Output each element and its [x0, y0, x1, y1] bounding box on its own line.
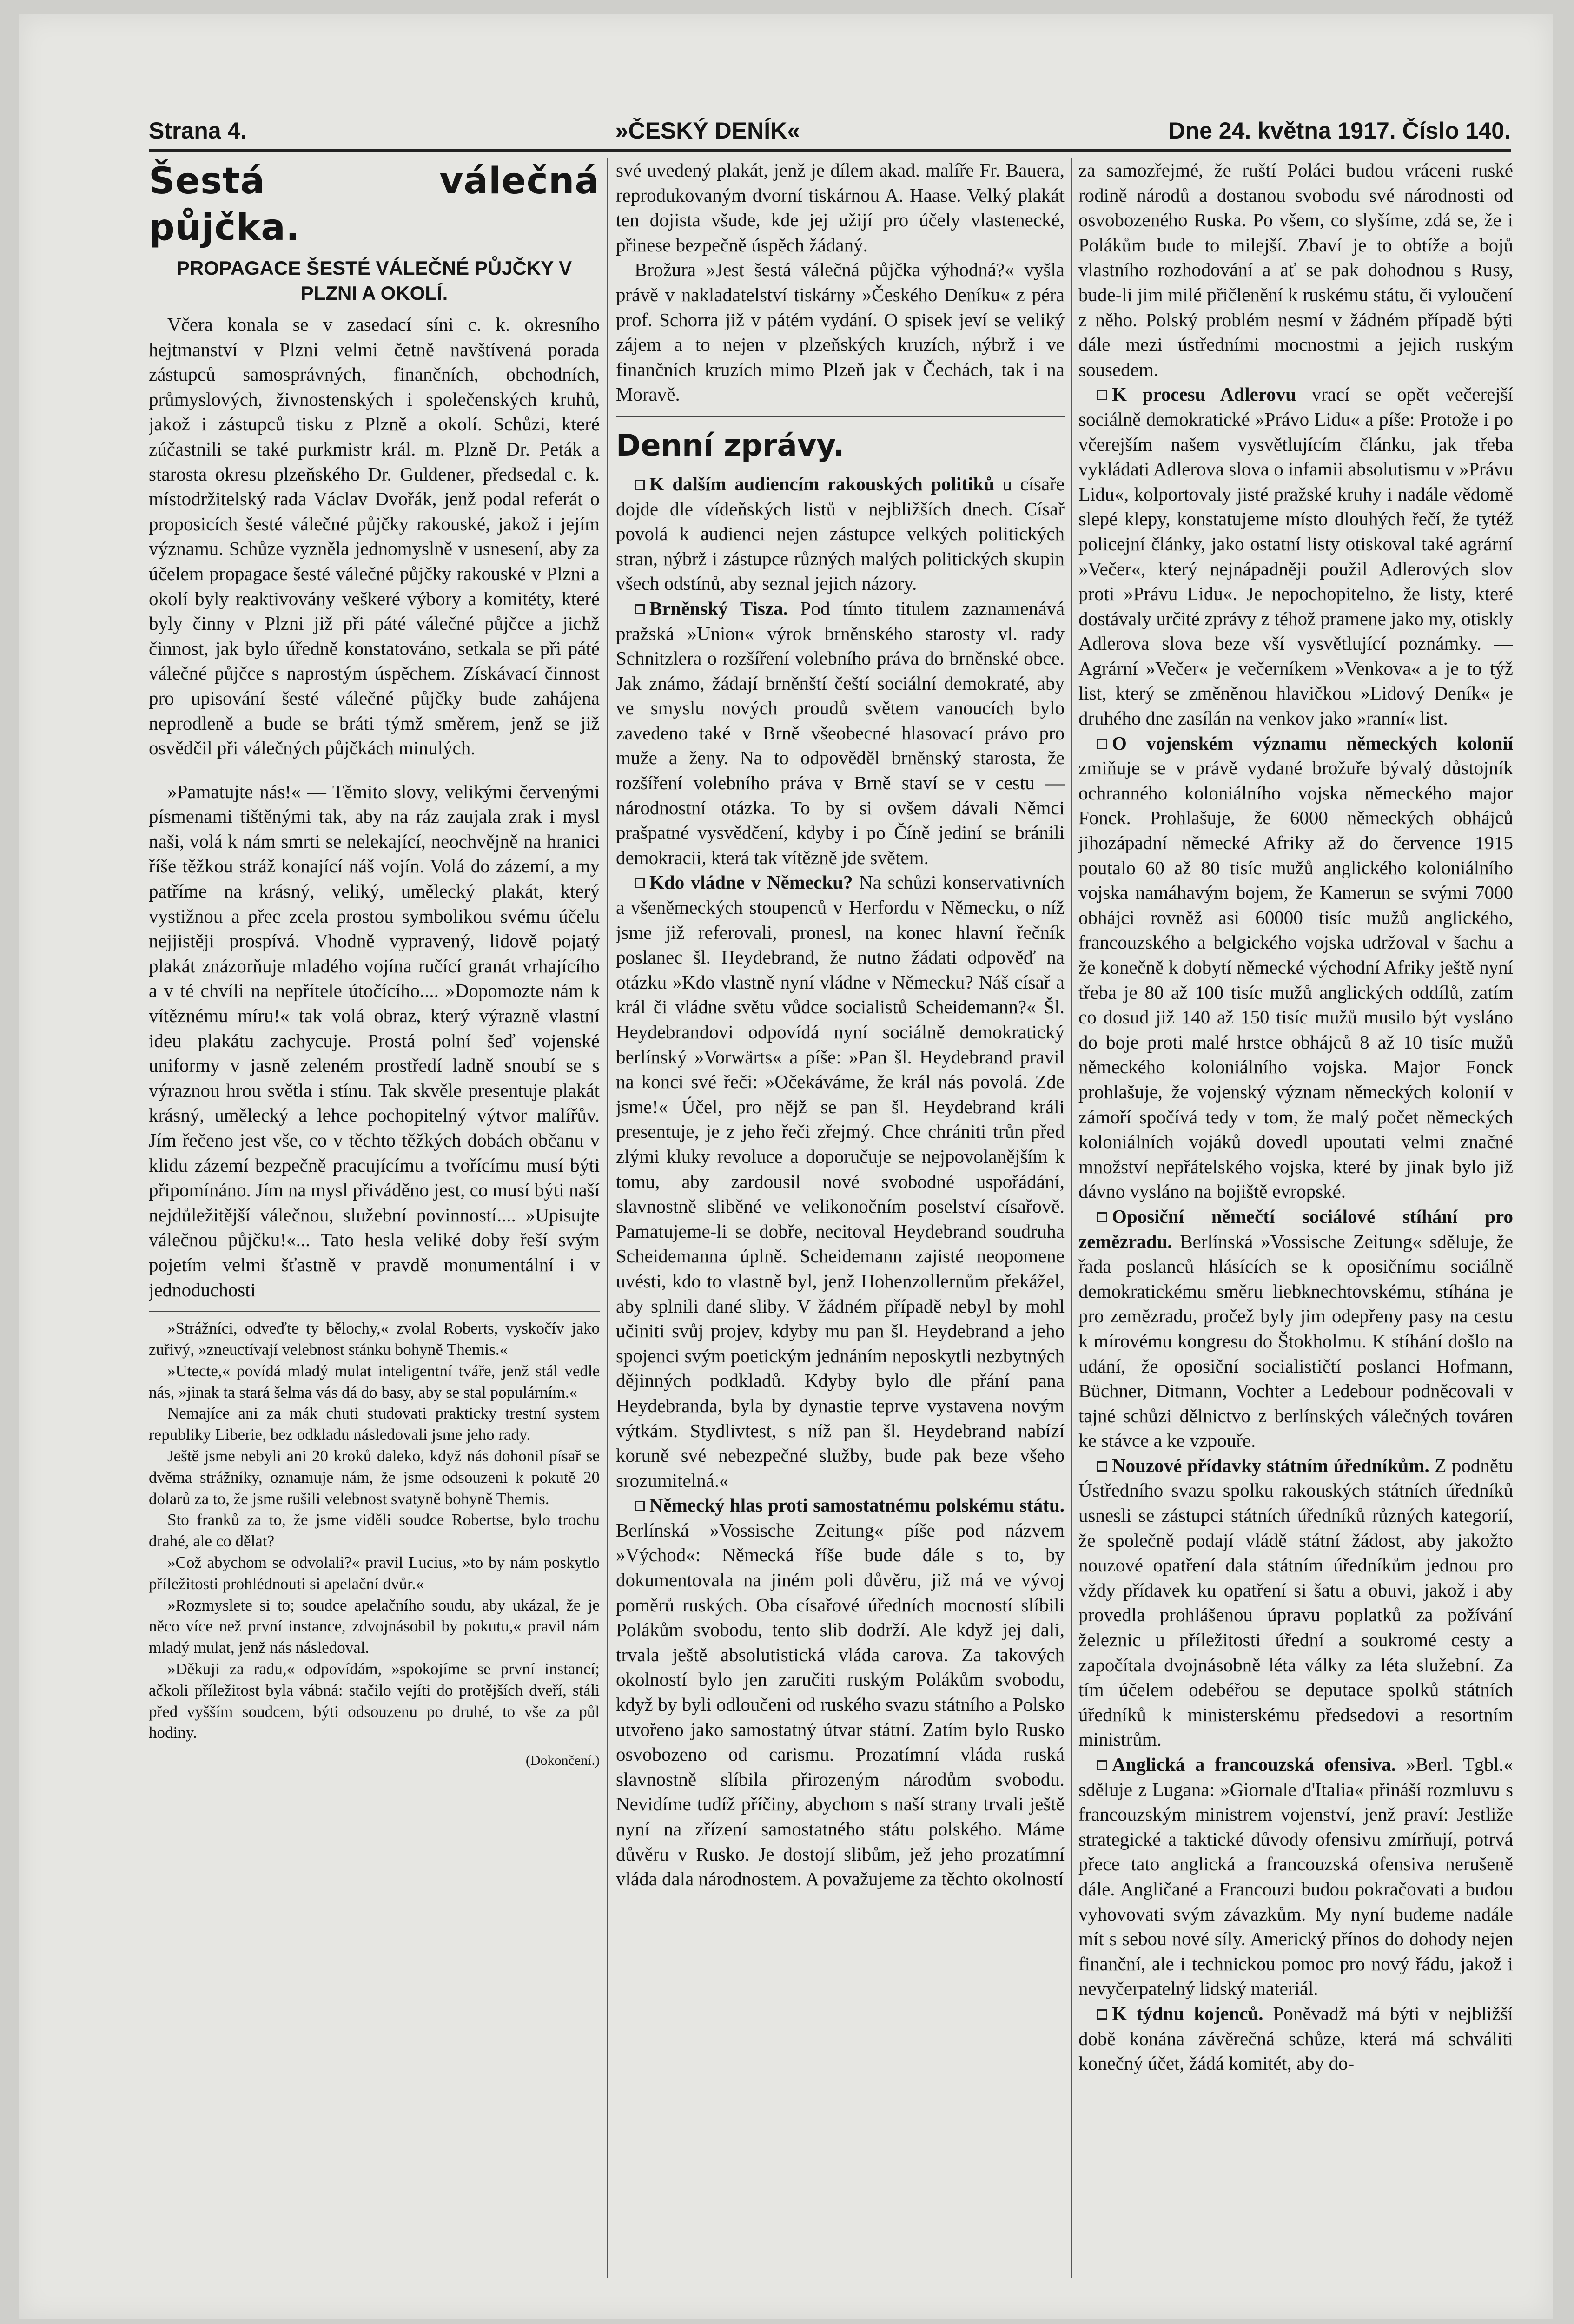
square-bullet-icon	[1097, 1461, 1107, 1472]
news-item	[1078, 382, 1513, 731]
news-lead: K týdnu kojenců.	[1112, 2002, 1263, 2024]
news-item	[1078, 1453, 1513, 1752]
news-text: Pod tímto titulem zaznamenává pražská »Union« výrok brněnského starosty vl. rady Schnitzlera o rozšíření volebního práva do brněnské obce. Jak známo, žádají brněnští čeští sociální demokraté, aby ve smyslu nových proudů světem vanoucích bylo zavedeno také v Brně všeobecné hlasovací právo pro muže a ženy. Na to odpověděl brněnský starosta, že rozšíření volebního práva v Brně staví se v cestu — národnostní otázka. To by si ovšem dávali Němci prašpatné vysvědčení, kdyby i po Číně jediní se bránili demokracii, která tak vítězně jde světem.	[616, 597, 1065, 868]
news-text: Berlínská »Vossische Zeitung« píše pod názvem »Východ«: Německá říše bude dále s to, by dokumentovala na jiném poli důvěru, již má ve vývoj poměrů ruských. Oba císařové úředních mocností slíbili Polákům svobodu, tento slib dodrží. Ale když jej dali, trvala ještě absolutistická vláda carova. Za takových okolností bylo jen zaručiti ruským Polákům svobodu, když by byli odloučeni od ruského svazu státního a Polsko utvořeno jako samostatný útvar státní. Zatím bylo Rusko osvobozeno od carismu. Prozatímní vláda ruská slavnostně slíbila přirozeným národům svobodu. Nevidíme tudíž příčiny, abychom s naší strany trvali ještě nyní na zřízení samostatného státu polského. Máme důvěru v Rusko. Je dostojí slibům, jež jeho prozatímní vláda dala národnostem. A považujeme za těchto okolností	[616, 1519, 1065, 1890]
column-3	[1078, 158, 1513, 2278]
square-bullet-icon	[1097, 1760, 1107, 1770]
story-paragraph: Ještě jsme nebyli ani 20 kroků daleko, když nás dohonil písař se dvěma strážníky, oznamuje nám, že jsme odsouzeni k pokutě 20 dolarů za to, že jsme rušili velebnost svatyně bohyně Themis.	[149, 1446, 600, 1508]
column-divider	[607, 158, 608, 2278]
story-continued-note: (Dokončení.)	[525, 1753, 600, 1769]
square-bullet-icon	[635, 480, 645, 490]
news-text: Z podnětu Ústředního svazu spolku rakouských státních úředníků usnesli se zástupci státních úředníků různých kategorií, že společně podají vládě státní žádost, aby jakožto nouzové opatření dala státním úředníkům jednou pro vždy přídavek ku opatření si šatu a obuvi, jakož i aby provedla prohlášenou úpravu poplatků za požívání železnic u příležitosti úřední a soukromé cesty a započítala dvojnásobně léta války za léta služební. Za tím účelem odebéřou se deputace spolků státních úředníků k ministerskému předsedovi a resortním ministrům.	[1078, 1454, 1513, 1750]
news-text: u císaře dojde dle vídeňských listů v nejbližších dnech. Císař povolá k audienci nejen zástupce velkých politických stran, nýbrž i zástupce různých malých politických skupin všech odstínů, aby seznal jejich názory.	[616, 473, 1065, 594]
news-lead: Oposiční němečtí sociálové stíhání pro zemězradu.	[1078, 1205, 1513, 1252]
section-separator	[616, 416, 1065, 417]
issue-date: Dne 24. května 1917. Číslo 140.	[1168, 118, 1511, 144]
square-bullet-icon	[635, 1501, 645, 1511]
story-paragraph: Nemajíce ani za mák chuti studovati prakticky trestní system republiky Liberie, bez odkladu následovali jsme jeho rady.	[149, 1404, 600, 1444]
article-title: Šestá válečná půjčka.	[149, 160, 600, 249]
news-item	[616, 596, 1065, 871]
news-lead: K dalším audiencím rakouských politiků	[649, 473, 994, 495]
news-lead: Anglická a francouzská ofensiva.	[1112, 1754, 1396, 1775]
news-lead: Brněnský Tisza.	[649, 597, 788, 619]
column-divider	[1071, 158, 1072, 2278]
news-item	[616, 1493, 1065, 1892]
story-paragraph: »Děkuji za radu,« odpovídám, »spokojíme se první instancí; ačkoli příležitost byla vábná: stačilo vejíti do protějších dveří, stáli před vyšším soudcem, býti odsouzenu po druhé, to vše za půl hodiny.	[149, 1659, 600, 1742]
news-item	[1078, 2001, 1513, 2076]
article-paragraph: Brožura »Jest šestá válečná půjčka výhodná?« vyšla právě v nakladatelství tiskárny »Českého Deníku« z péra prof. Schorra již v pátém vydání. O spisek jeví se veliký zájem a to nejen v plzeňských kruzích, nýbrž i ve finančních kruzích mimo Plzeň jak v Čechách, tak i na Moravě.	[616, 259, 1065, 405]
news-lead: Kdo vládne v Německu?	[649, 872, 853, 893]
square-bullet-icon	[635, 878, 645, 888]
section-title: Denní zprávy.	[616, 428, 845, 463]
story-paragraph: »Což abychom se odvolali?« pravil Lucius, »to by nám poskytlo příležitosti prohlédnouti si apelační dvůr.«	[149, 1553, 600, 1593]
news-text: »Berl. Tgbl.« sděluje z Lugana: »Giornale d'Italia« přináší rozmluvu s francouzským ministrem vojenství, jenž praví: Jestliže strategické a taktické důvody ofensivu zmírňují, potrvá přece tato anglická a francouzská ofensiva nerušeně dále. Angličané a Francouzi budou pokračovati a budou vyhovovati svým závazkům. My nyní budeme nadále mít s sebou nové síly. Americký přínos do dohody nejen finanční, ale i technickou pomoc pro nový řádu, jakož i nevyčerpatelný lidský materiál.	[1078, 1754, 1513, 2000]
story-paragraph: »Strážníci, odveďte ty bělochy,« zvolal Roberts, vyskočív jako zuřivý, »zneuctívají velebnost stánku bohyně Themis.«	[149, 1319, 600, 1359]
news-item	[616, 870, 1065, 1493]
column-1	[149, 158, 600, 2278]
news-item	[616, 472, 1065, 596]
article-paragraph: za samozřejmé, že ruští Poláci budou vráceni ruské rodině národů a dostanou svobodu své národnosti od osvobozeného Ruska. Po všem, co slyšíme, zdá se, že i Polákům bude to milejší. Zbaví je to obtíže a bojů vlastního rozhodování a ať se pak dohodnou s Rusy, bude-li jim milé přičlenění k ruskému státu, či vyloučení z něho. Polský problém nesmí v žádném případě býti dále mezi ústředními mocnostmi a jejich ruským sousedem.	[1078, 159, 1513, 380]
square-bullet-icon	[1097, 1212, 1107, 1222]
news-text: vrací se opět večerejší sociálně demokratické »Právo Lidu« a píše: Protože i po včerejším našem vysvětlujícím článku, jak třeba vykládati Adlerova slova o infamii absolutismu v »Právu Lidu«, kolportovaly jisté pražské kruhy i nadále vědomě slepé klepy, konstatujeme místo dlouhých řečí, že tytéž policejní články, jako ostatní listy otiskoval také agrární »Večer«, který nejnápadněji použil Adlerových slov proti »Právu Lidu«. Je nepochopitelno, že listy, které dostávaly určité zprávy z téhož pramene jako my, otiskly Adlerova slova beze vší vysvětlující poznámky. — Agrární »Večer« je večerníkem »Venkova« a je to týž list, který se změněnou hlavičkou »Lidový Deník« je druhého dne zasílán na venkov jako »ranní« list.	[1078, 383, 1513, 729]
story-paragraph: »Utecte,« povídá mladý mulat inteligentní tváře, jenž stál vedle nás, »jinak ta stará šelma vás dá do basy, aby se stal populárním.«	[149, 1361, 600, 1401]
masthead: »ČESKÝ DENÍK«	[615, 118, 800, 144]
page-number: Strana 4.	[149, 118, 247, 144]
square-bullet-icon	[635, 604, 645, 614]
article-subtitle: PROPAGACE ŠESTÉ VÁLEČNÉ PŮJČKY V PLZNI A OKOLÍ.	[176, 257, 572, 304]
story-paragraph: Sto franků za to, že jsme viděli soudce Robertse, bylo trochu drahé, ale co dělat?	[149, 1511, 600, 1551]
news-item	[1078, 731, 1513, 1204]
square-bullet-icon	[1097, 739, 1107, 749]
news-lead: K procesu Adlerovu	[1112, 383, 1296, 405]
news-lead: Nouzové přídavky státním úředníkům.	[1112, 1454, 1429, 1476]
news-text: zmiňuje se v právě vydané brožuře bývalý důstojník ochranného koloniálního vojska německého major Fonck. Prohlašuje, že 6000 německých obhájců jihozápadní německé Afriky až do července 1915 poutalo 60 až 80 tisíc mužů anglického koloniálního vojska namáhavým bojem, že Kamerun se svými 7000 obhájci rovněž asi 60000 tisíc mužů anglického, francouzského a belgického vojska udržoval v šachu a že konečně k dobytí německé východní Afriky ještě nyní třeba je 80 až 100 tisíc mužů anglických oddílů, zatím co dosud již 140 až 150 tisíc mužů musilo být vysláno do boje proti malé hrstce obhájců 8 až 10 tisíc mužů německého koloniálního vojska. Major Fonck prohlašuje, že vojenský význam německých kolonií v zámoří spočívá tedy v tom, že malý počet německých koloniálních vojáků dovedl upoutati velmi značné množství nepřátelského vojska, které by jinak bylo již dávno vysláno na bojiště evropské.	[1078, 757, 1513, 1202]
article-paragraph: Včera konala se v zasedací síni c. k. okresního hejtmanství v Plzni velmi četně navštívená porada zástupců samosprávných, finančních, obchodních, průmyslových, živnostenských i společenských kruhů, jakož i zástupců tisku z Plzně a okolí. Schůzi, které zúčastnili se také purkmistr král. m. Plzně Dr. Peták a starosta okresu plzeňského Dr. Guldener, předsedal c. k. místodržitelský rada Václav Dvořák, jenž podal referát o proposicích šesté válečné půjčky rakouské, jakož i jejím významu. Schůze vyzněla jednomyslně v usnesení, aby za účelem propagace šesté válečné půjčky rakouské v Plzni a okolí byly reaktivovány veškeré výbory a komitéty, které byly činny v Plzni již při páté válečné půjčce a jichž činnost, jak bylo úředně konstatováno, setkala se při páté válečné půjčce s naprostým úspěchem. Získávací činnost pro upisování šesté válečné půjčky bude zahájena neprodleně a bude se bráti týmž směrem, jenž se již osvědčil při válečných půjčkách minulých.	[149, 314, 600, 759]
section-separator	[149, 1311, 600, 1312]
news-item	[1078, 1752, 1513, 2001]
news-text: Poněvadž má býti v nejbližší době konána závěrečná schůze, která má schváliti konečný účet, žádá komitét, aby do-	[1078, 2002, 1513, 2074]
page-header	[149, 107, 1511, 152]
article-paragraph: své uvedený plakát, jenž je dílem akad. malíře Fr. Bauera, reprodukovaným dvorní tiskárnou A. Haase. Velký plakát ten dojista všude, kde jej užijí pro účely vlastenecké, přinese bezpečně úspěch žádaný.	[616, 159, 1065, 256]
article-paragraph: »Pamatujte nás!« — Těmito slovy, velikými červenými písmenami tištěnými tak, aby na ráz zaujala zrak i mysl naši, volá k nám smrti se nelekající, neochvějně na hranici říše těžkou stráž konající náš vojín. Volá do zázemí, a my patříme na krásný, veliký, umělecký plakát, který vystižnou a přec zcela prostou symbolikou svému účelu nejjistěji prospívá. Vhodně vypravený, lidově pojatý plakát znázorňuje mladého vojína ručící granát vrhajícího a v té chvíli na nepřítele útočícího.... »Dopomozte nám k vítěznému míru!« tak volá obraz, který výrazně vlastní ideu plakátu zachycuje. Prostá polní šeď vojenské uniformy v jasně zeleném prostředí ladně snoubí se s výraznou hrou světla i stínu. Tak skvěle presentuje plakát krásný, umělecký a lehce pochopitelný výtvor malířův. Jím řečeno jest vše, co v těchto těžkých dobách občanu v klidu zázemí bezpečně pracujícímu a tvořícímu musí býti připomínáno. Jím na mysl přiváděno jest, co musí býti naší nejdůležitější válečnou, služební povinností.... »Upisujte válečnou půjčku!«... Tato hesla veliké doby řeší svým pojetím velmi šťastně v pravdě monumentální i v jednoduchosti	[149, 780, 600, 1301]
news-text: Berlínská »Vossische Zeitung« sděluje, že řada poslanců hlásících se k oposičnímu sociálně demokratickému směru liebknechtovskému, stíhána je pro zemězradu, pročež byly jim odepřeny pasy na cestu k mírovému kongresu do Štokholmu. K stíhání došlo na udání, že oposiční socialističtí poslanci Hofmann, Büchner, Ditmann, Vochter a Ledebour podněcovali v tajné schůzi dělnictvo z berlínských válečných továren ke stávce a ke vzpouře.	[1078, 1230, 1513, 1452]
serial-story	[149, 1318, 600, 1771]
column-2	[616, 158, 1065, 2278]
news-text: Na schůzi konservativních a všeněmeckých stoupenců v Herfordu v Německu, o níž jsme již referovali, pronesl, na konec hlavní řečník poslanec šl. Heydebrand, že nutno žádati odpověď na otázku »Kdo vlastně nyní vládne v Německu? Náš císař a král či vládne světu vůdce socialistů Scheidemann?« Šl. Heydebrandovi odpovídá nyní sociálně demokratický berlínský »Vorwärts« a píše: »Pan šl. Heydebrand pravil na konci své řeči: »Očekáváme, že král nás povolá. Zde jsme!« Účel, pro nějž se pan šl. Heydebrand králi presentuje, je z jeho řeči zřejmý. Chce chrániti trůn před zlými kluky revoluce a doporučuje se nejpovolanějším k tomu, aby zardousil nové svobodné uspořádání, slavnostně sliběné ve velikonočním poselství císařově. Pamatujeme-li se dobře, necitoval Heydebrand soudruha Scheidemanna úplně. Scheidemann zajisté neopomene uvésti, kdo to vlastně byl, jenž Hohenzollernům překážel, aby splnili dané sliby. V žádném případě nebyl by mohl učiniti svůj projev, kdyby mu pan šl. Heydebrand a jeho spojenci svým poetickým jednáním neposkytli nezbytných dějinných podkladů. Kdyby bylo dle přání pana Heydebranda, byla by dynastie teprve vystavena novým výtkám. Stydlivtest, s níž pan šl. Heydebrand nabízí koruně své nebezpečné služby, bude pak beze všeho srozumitelná.«	[616, 872, 1065, 1491]
square-bullet-icon	[1097, 2009, 1107, 2020]
news-item	[1078, 1204, 1513, 1453]
square-bullet-icon	[1097, 390, 1107, 400]
news-lead: Německý hlas proti samostatnému polskému státu.	[649, 1494, 1065, 1516]
story-paragraph: »Rozmyslete si to; soudce apelačního soudu, aby ukázal, že je něco více než první instance, zdvojnásobil by pokutu,« pravil nám mladý mulat, jenž nás následoval.	[149, 1596, 600, 1657]
news-lead: O vojenském významu německých kolonií	[1112, 732, 1513, 754]
